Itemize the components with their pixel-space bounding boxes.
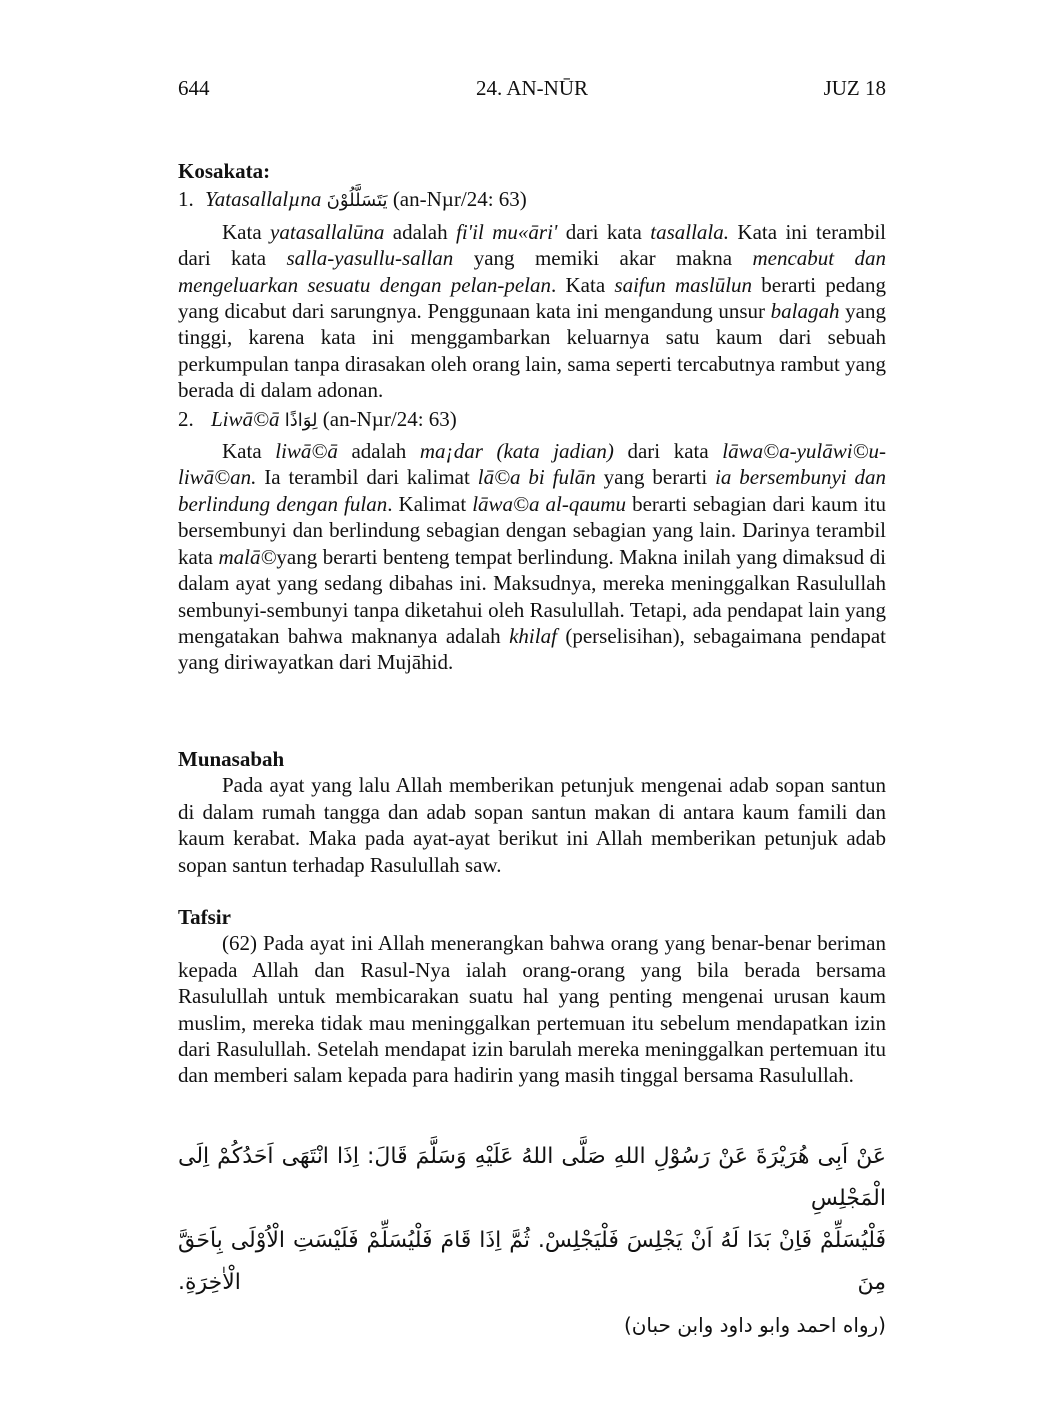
text-run: khilaf [509, 623, 557, 648]
text-run: Kata ini terambil dari kata [178, 219, 887, 271]
vocab-item-1-arabic: يَتَسَلَّلُوْنَ [326, 190, 388, 212]
text-run: tasallala. [650, 219, 730, 244]
hadith-line-2: فَلْيُسَلِّمْ فَاِنْ بَدَا لَهُ اَنْ يَجْلِسَ فَلْيَجْلِسْ. ثُمَّ اِذَا قَامَ فَلْيُسَلِّمْ فَلَيْسَتِ الْاُوْلَى بِاَحَقَّ مِنَ الْاٰخِرَةِ. [178, 1228, 886, 1295]
text-run: liwā©ā [275, 439, 338, 464]
text-run: ia bersembunyi dan berlindung dengan fulan [178, 465, 886, 516]
text-run: (perselisihan), sebagaimana pendapat yang diriwayatkan dari Mujāhid. [178, 623, 886, 675]
text-run: saifun maslūlun [614, 272, 753, 297]
vocab-item-1-title [178, 186, 886, 214]
text-run: mencabut dan mengeluarkan sesuatu dengan pelan-pelan [178, 246, 887, 297]
juz-label: JUZ 18 [823, 76, 886, 100]
vocab-item-2-number: 2. [178, 406, 194, 431]
text-run: lāwa©a-yulāwi©u-liwā©an. [178, 439, 887, 490]
vocab-item-2-definition [178, 438, 886, 676]
vocab-item-2-title [178, 406, 886, 434]
text-run: berarti pedang yang dicabut dari sarungnya. Penggunaan kata ini mengandung unsur [178, 272, 886, 324]
text-run: balagah [770, 299, 840, 324]
text-run: yang berarti [595, 465, 716, 490]
munasabah-text: Pada ayat yang lalu Allah memberikan petunjuk mengenai adab sopan santun di dalam rumah tangga dan adab sopan santun makan di antara kaum famili dan kaum kerabat. Maka pada ayat-ayat berikut ini Allah memberikan petunjuk adab sopan santun terhadap Rasulullah saw. [178, 773, 886, 877]
munasabah-heading: Munasabah [178, 747, 285, 771]
page-number: 644 [178, 76, 210, 100]
text-run: . Kalimat [387, 491, 473, 516]
text-run: lā©a bi fulān [477, 465, 596, 490]
vocab-item-2-ref: (an-Nµr/24: 63) [322, 406, 457, 431]
text-run: yatasallalūna [270, 219, 385, 244]
hadith-source: (رواه احمد وابو داود وابن حبان) [623, 1313, 886, 1337]
kosakata-section [178, 158, 886, 676]
munasabah-section [178, 746, 886, 878]
vocab-item-1-number: 1. [178, 187, 194, 212]
text-run: dari kata [557, 219, 651, 244]
vocab-item-1-term: Yatasallalµna [205, 187, 322, 212]
text-run: . Kata [551, 272, 615, 297]
text-run: fi'il mu«āri' [456, 219, 558, 244]
text-run: yang berarti benteng tempat berlindung. Makna inilah yang dimaksud di dalam ayat yang sedang dibahas ini. Maksudnya, mereka meninggalkan Rasulullah sembunyi-sembunyi tanpa diketahui oleh Rasulullah. Tetapi, ada pendapat lain yang mengatakan bahwa maknanya adalah [178, 544, 886, 648]
text-run: salla-yasullu-sallan [286, 246, 454, 271]
tafsir-section [178, 904, 886, 1089]
text-run: adalah [337, 439, 420, 464]
text-run: Kata [222, 219, 271, 244]
kosakata-heading: Kosakata: [178, 159, 271, 183]
text-run: adalah [384, 219, 456, 244]
text-run: ma¡dar (kata jadian) [419, 439, 614, 464]
vocab-item-2-term: Liwā©ā [211, 406, 280, 431]
hadith-line-1: عَنْ اَبِى هُرَيْرَةَ عَنْ رَسُوْلِ اللهِ صَلَّى اللهُ عَلَيْهِ وَسَلَّمَ قَالَ: اِذَا انْتَهَى اَحَدُكُمْ اِلَى الْمَجْلِسِ [178, 1144, 886, 1211]
vocab-item-1-ref: (an-Nµr/24: 63) [392, 187, 527, 212]
text-run: lāwa©a al-qaumu [472, 491, 627, 516]
hadith-block [178, 1136, 886, 1346]
text-run: dari kata [613, 439, 723, 464]
vocab-item-2-arabic: لِوَاذًا [284, 409, 318, 431]
text-run: yang memiki akar makna [453, 246, 753, 271]
text-run: Kata [222, 439, 276, 464]
text-run: malā© [218, 544, 277, 569]
text-run: Ia terambil dari kalimat [256, 465, 478, 490]
tafsir-heading: Tafsir [178, 905, 231, 929]
chapter-title: 24. AN-NŪR [475, 76, 588, 100]
vocab-item-1-definition [178, 219, 886, 404]
tafsir-text: (62) Pada ayat ini Allah menerangkan bahwa orang yang benar-benar beriman kepada Allah dan Rasul-Nya ialah orang-orang yang bila berada bersama Rasulullah untuk membicarakan suatu hal yang penting mengenai urusan kaum muslim, mereka tidak mau meninggalkan pertemuan itu sebelum mendapatkan izin dari Rasulullah. Setelah mendapat izin barulah mereka meninggalkan pertemuan itu dan memberi salam kepada para hadirin yang masih tinggal bersama Rasulullah. [178, 931, 886, 1088]
text-run: berarti sebagian dari kaum itu bersembunyi dan berlindung sebagian dengan sebagian yang lain. Darinya terambil kata [178, 491, 886, 569]
text-run: yang tinggi, karena kata ini menggambarkan keluarnya satu kaum dari sebuah perkumpulan tanpa dirasakan oleh orang lain, sama seperti tercabutnya rambut yang berada di dalam adonan. [178, 299, 886, 403]
